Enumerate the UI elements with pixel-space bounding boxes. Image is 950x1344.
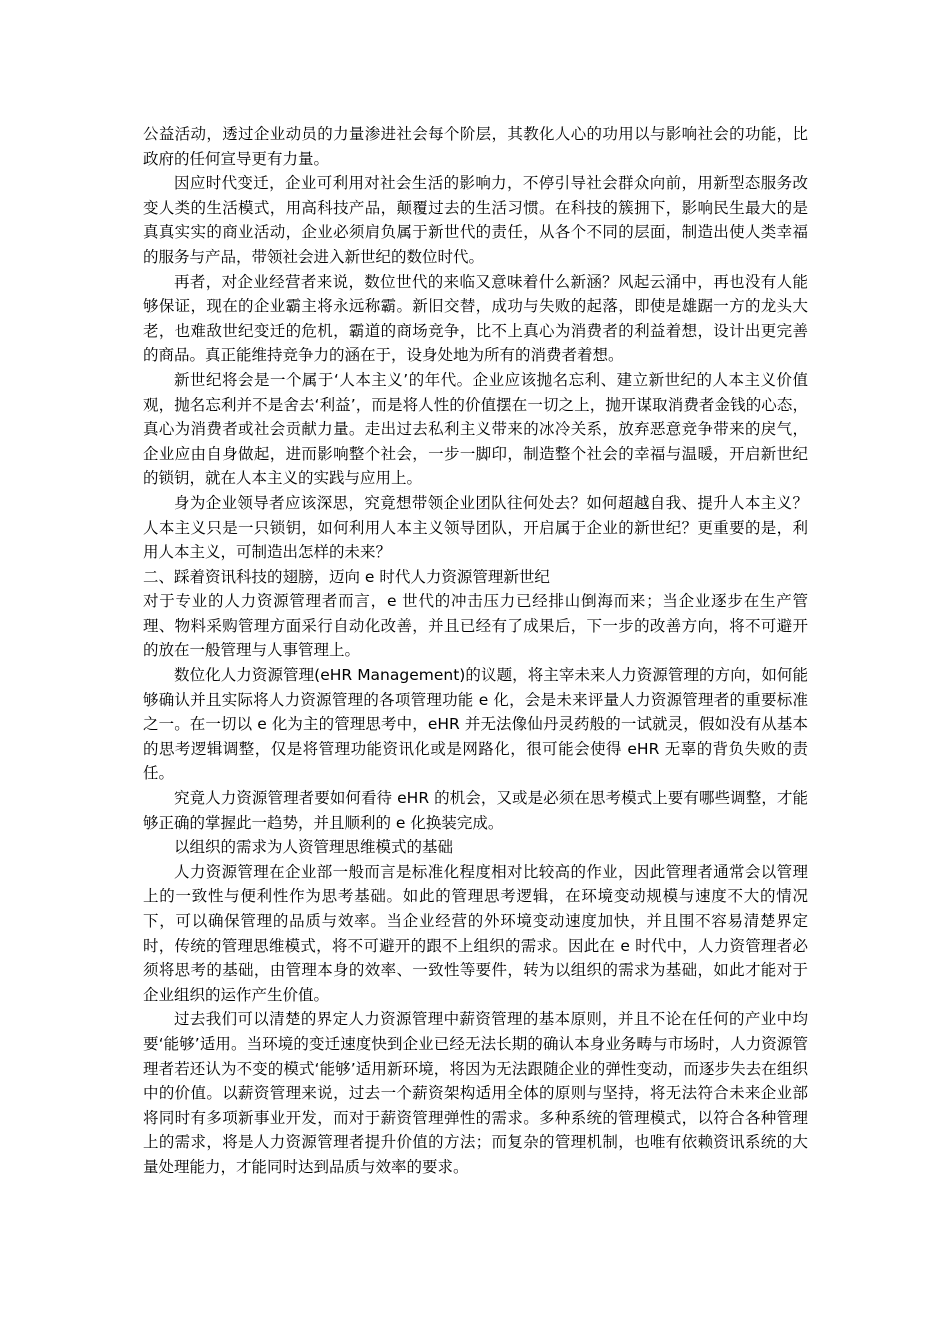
paragraph: 再者，对企业经营者来说，数位世代的来临又意味着什么新涵？风起云涌中，再也没有人能够保证，现在的企业霸主将永远称霸。新旧交替，成功与失败的起落，即使是雄踞一方的龙头大老，也难敌世纪变迁的危机，霸道的商场竞争，比不上真心为消费者的利益着想，设计出更完善的商品。真正能维持竞争力的涵在于，设身处地为所有的消费者着想。 (143, 272, 808, 365)
subheading: 以组织的需求为人资管理思维模式的基础 (174, 838, 454, 857)
paragraph: 身为企业领导者应该深思，究竟想带领企业团队往何处去？如何超越自我、提升人本主义？人本主义只是一只锁钥，如何利用人本主义领导团队，开启属于企业的新世纪？更重要的是，利用人本主义，可制造出怎样的未来？ (143, 493, 808, 562)
section-heading: 二、踩着资讯科技的翅膀，迈向 e 时代人力资源管理新世纪 (143, 567, 550, 586)
paragraph: 人力资源管理在企业部一般而言是标准化程度相对比较高的作业，因此管理者通常会以管理上的一致性与便利性作为思考基础。如此的管理思考逻辑，在环境变动规模与速度不大的情况下，可以确保管理的品质与效率。当企业经营的外环境变动速度加快，并且围不容易清楚界定时，传统的管理思维模式，将不可避开的跟不上组织的需求。因此在 e 时代中，人力资管理者必须将思考的基础，由管理本身的效率、一致性等要件，转为以组织的需求为基础，如此才能对于企业组织的运作产生价值。 (143, 862, 808, 1004)
paragraph: 过去我们可以清楚的界定人力资源管理中薪资管理的基本原则，并且不论在任何的产业中均要‘能够’适用。当环境的变迁速度快到企业已经无法长期的确认本身业务畴与市场时，人力资源管理者若还认为不变的模式‘能够’适用新环境，将因为无法跟随企业的弹性变动，而逐步失去在组织中的价值。以薪资管理来说，过去一个薪资架构适用全体的原则与坚持，将无法符合未来企业部将同时有多项新事业开发，而对于薪资管理弹性的需求。多种系统的管理模式，以符合各种管理上的需求，将是人力资源管理者提升价值的方法；而复杂的管理机制，也唯有依赖资讯系统的大量处理能力，才能同时达到品质与效率的要求。 (143, 1010, 808, 1176)
paragraph: 数位化人力资源管理(eHR Management)的议题，将主宰未来人力资源管理的方向，如何能够确认并且实际将人力资源管理的各项管理功能 e 化，会是未来评量人力资源管理者的重要标准之一。在一切以 e 化为主的管理思考中，eHR 并无法像仙丹灵药般的一试就灵，假如没有从基本的思考逻辑调整，仅是将管理功能资讯化或是网路化，很可能会使得 eHR 无辜的背负失败的责任。 (143, 666, 808, 783)
paragraph: 新世纪将会是一个属于‘人本主义’的年代。企业应该抛名忘利、建立新世纪的人本主义价值观，抛名忘利并不是舍去‘利益’，而是将人性的价值摆在一切之上，抛开谋取消费者金钱的心态，真心为消费者或社会贡献力量。走出过去私利主义带来的冰冷关系，放弃恶意竞争带来的戾气，企业应由自身做起，进而影响整个社会，一步一脚印，制造整个社会的幸福与温暖，开启新世纪的锁钥，就在人本主义的实践与应用上。 (143, 370, 808, 488)
paragraph: 因应时代变迁，企业可利用对社会生活的影响力，不停引导社会群众向前，用新型态服务改变人类的生活模式，用高科技产品，颠覆过去的生活习惯。在科技的簇拥下，影响民生最大的是真真实实的商业活动，企业必须肩负属于新世代的责任，从各个不同的层面，制造出使人类幸福的服务与产品，带领社会进入新世纪的数位时代。 (143, 174, 808, 266)
paragraph: 究竟人力资源管理者要如何看待 eHR 的机会，又或是必须在思考模式上要有哪些调整，才能够正确的掌握此一趋势，并且顺利的 e 化换装完成。 (143, 789, 808, 832)
paragraph: 对于专业的人力资源管理者而言，e 世代的冲击压力已经排山倒海而来；当企业逐步在生产管理、物料采购管理方面采行自动化改善，并且已经有了成果后，下一步的改善方向，将不可避开的放在一般管理与人事管理上。 (143, 592, 808, 660)
paragraph: 公益活动，透过企业动员的力量渗进社会每个阶层，其教化人心的功用以与影响社会的功能，比政府的任何宣导更有力量。 (143, 125, 808, 168)
document-body (143, 122, 808, 1180)
